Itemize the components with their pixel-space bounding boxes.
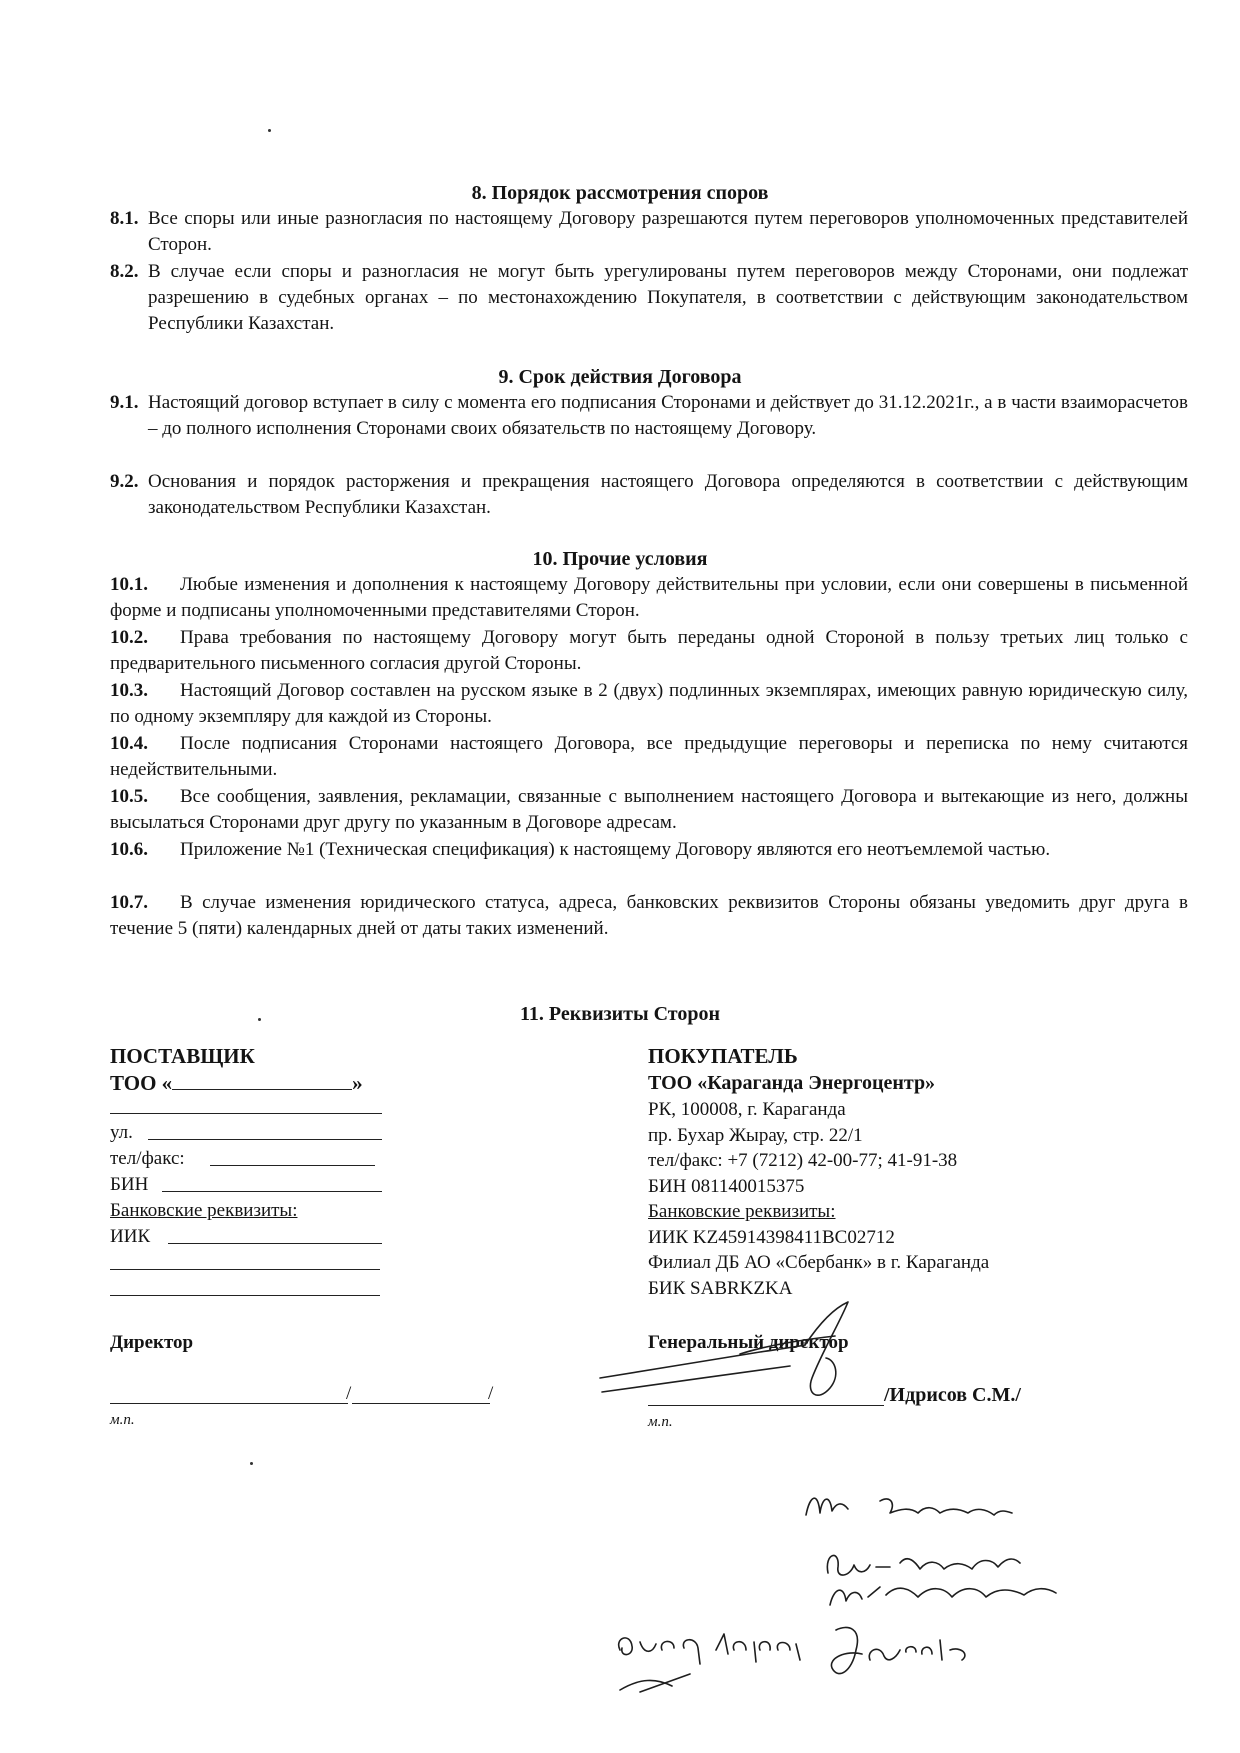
buyer-stamp-label: м.п. bbox=[648, 1414, 673, 1430]
section-8-title: 8. Порядок рассмотрения споров bbox=[471, 182, 769, 204]
supplier-phone-row bbox=[110, 1146, 410, 1172]
buyer-phone: тел/факс: +7 (7212) 42-00-77; 41-91-38 bbox=[648, 1150, 958, 1171]
supplier-sign-sep-1: / bbox=[346, 1383, 352, 1404]
supplier-block bbox=[110, 1043, 410, 1097]
supplier-stamp-label: м.п. bbox=[110, 1412, 135, 1428]
supplier-bin-label: БИН bbox=[110, 1174, 149, 1195]
buyer-org: ТОО «Караганда Энергоцентр» bbox=[648, 1072, 936, 1094]
clause-10-4 bbox=[110, 731, 1188, 783]
supplier-org-prefix: ТОО « bbox=[110, 1071, 173, 1095]
supplier-bin-row bbox=[110, 1172, 410, 1198]
approval-signature-1 bbox=[800, 1485, 1060, 1535]
supplier-org-blank bbox=[172, 1071, 352, 1090]
scan-speck bbox=[258, 1018, 261, 1021]
clause-9-1 bbox=[110, 390, 1188, 442]
buyer-bank-name: Филиал ДБ АО «Сбербанк» в г. Караганда bbox=[648, 1252, 990, 1273]
buyer-bank-label: Банковские реквизиты: bbox=[648, 1201, 836, 1222]
supplier-bin-line bbox=[162, 1191, 382, 1192]
clause-10-1 bbox=[110, 572, 1188, 624]
clause-number: 10.2. bbox=[110, 627, 148, 648]
supplier-street-label: ул. bbox=[110, 1122, 133, 1143]
clause-10-3 bbox=[110, 678, 1188, 730]
supplier-street-line bbox=[148, 1139, 382, 1140]
clause-number: 9.2. bbox=[110, 471, 139, 492]
supplier-sign-line-1 bbox=[110, 1403, 348, 1404]
supplier-bank-line-1 bbox=[110, 1269, 380, 1270]
supplier-phone-line bbox=[210, 1165, 375, 1166]
buyer-address-1: РК, 100008, г. Караганда bbox=[648, 1099, 846, 1120]
clause-number: 8.2. bbox=[110, 261, 139, 282]
supplier-address-line bbox=[110, 1113, 382, 1114]
clause-8-2 bbox=[110, 259, 1188, 337]
clause-text: В случае изменения юридического статуса, адреса, банковских реквизитов Стороны обязаны уведомить друг друга в течение 5 (пяти) календарных дней от даты таких изменений. bbox=[110, 892, 1188, 939]
supplier-heading: ПОСТАВЩИК bbox=[110, 1044, 255, 1068]
supplier-bank-line-2 bbox=[110, 1295, 380, 1296]
scan-speck bbox=[250, 1462, 253, 1465]
clause-number: 10.4. bbox=[110, 733, 148, 754]
clause-text: Все споры или иные разногласия по настоящему Договору разрешаются путем переговоров уполномоченных представителей Сторон. bbox=[148, 208, 1188, 255]
buyer-bin: БИН 081140015375 bbox=[648, 1175, 805, 1197]
clause-text: В случае если споры и разногласия не могут быть урегулированы путем переговоров между Сторонами, они подлежат разрешению в судебных органах – по местонахождению Покупателя, в соответствии с действующим законодательством Республики Казахстан. bbox=[148, 261, 1188, 334]
buyer-iik: ИИК KZ45914398411BC02712 bbox=[648, 1226, 895, 1248]
buyer-signatory: /Идрисов С.М./ bbox=[884, 1384, 1021, 1406]
clause-text: Любые изменения и дополнения к настоящему Договору действительны при условии, если они совершены в письменной форме и подписаны уполномоченными представителями Сторон. bbox=[110, 574, 1188, 621]
clause-number: 8.1. bbox=[110, 208, 139, 229]
clause-9-2 bbox=[110, 469, 1188, 521]
buyer-director-label: Генеральный директор bbox=[648, 1332, 849, 1353]
buyer-heading: ПОКУПАТЕЛЬ bbox=[648, 1044, 798, 1068]
clause-text: Все сообщения, заявления, рекламации, связанные с выполнением настоящего Договора и вытекающие из него, должны высылаться Сторонами друг другу по указанным в Договоре адресам. bbox=[110, 786, 1188, 833]
clause-number: 10.1. bbox=[110, 574, 148, 595]
clause-number: 10.7. bbox=[110, 892, 148, 913]
supplier-bank-label: Банковские реквизиты: bbox=[110, 1200, 298, 1221]
buyer-director-signature bbox=[590, 1300, 890, 1410]
supplier-sign-sep-2: / bbox=[488, 1383, 494, 1404]
clause-text: После подписания Сторонами настоящего Договора, все предыдущие переговоры и переписка по нему считаются недействительными. bbox=[110, 733, 1188, 780]
clause-text: Приложение №1 (Техническая спецификация) к настоящему Договору являются его неотъемлемой частью. bbox=[180, 839, 1051, 860]
section-9-title: 9. Срок действия Договора bbox=[498, 366, 742, 388]
clause-10-2 bbox=[110, 625, 1188, 677]
supplier-director-label: Директор bbox=[110, 1332, 194, 1353]
clause-number: 9.1. bbox=[110, 392, 139, 413]
clause-text: Права требования по настоящему Договору могут быть переданы одной Стороной в пользу третьих лиц только с предварительного письменного согласия другой Стороны. bbox=[110, 627, 1188, 674]
supplier-iik-row bbox=[110, 1224, 410, 1250]
supplier-street-row bbox=[110, 1120, 410, 1146]
approval-signature-3 bbox=[600, 1620, 1070, 1700]
buyer-address-2: пр. Бухар Жырау, стр. 22/1 bbox=[648, 1124, 863, 1146]
scan-speck bbox=[268, 129, 271, 132]
buyer-block bbox=[648, 1043, 1208, 1301]
clause-number: 10.6. bbox=[110, 839, 148, 860]
supplier-sign-line-2 bbox=[352, 1403, 490, 1404]
supplier-org-suffix: » bbox=[352, 1071, 363, 1095]
clause-text: Настоящий Договор составлен на русском языке в 2 (двух) подлинных экземплярах, имеющих равную юридическую силу, по одному экземпляру для каждой из Стороны. bbox=[110, 680, 1188, 727]
clause-text: Основания и порядок расторжения и прекращения настоящего Договора определяются в соответствии с действующим законодательством Республики Казахстан. bbox=[148, 471, 1188, 518]
clause-number: 10.3. bbox=[110, 680, 148, 701]
section-11-title: 11. Реквизиты Сторон bbox=[520, 1003, 720, 1025]
approval-signature-2 bbox=[820, 1543, 1080, 1613]
section-10-title: 10. Прочие условия bbox=[532, 548, 708, 570]
supplier-bank-row bbox=[110, 1198, 410, 1224]
buyer-bik: БИК SABRKZKA bbox=[648, 1277, 793, 1299]
clause-10-6 bbox=[110, 837, 1188, 863]
clause-text: Настоящий договор вступает в силу с момента его подписания Сторонами и действует до 31.12.2021г., а в части взаиморасчетов – до полного исполнения Сторонами своих обязательств по настоящему Договору. bbox=[148, 392, 1188, 439]
supplier-iik-label: ИИК bbox=[110, 1226, 151, 1247]
clause-number: 10.5. bbox=[110, 786, 148, 807]
supplier-iik-line bbox=[168, 1243, 382, 1244]
clause-10-7 bbox=[110, 890, 1188, 942]
clause-8-1 bbox=[110, 206, 1188, 258]
supplier-phone-label: тел/факс: bbox=[110, 1148, 185, 1169]
clause-10-5 bbox=[110, 784, 1188, 836]
